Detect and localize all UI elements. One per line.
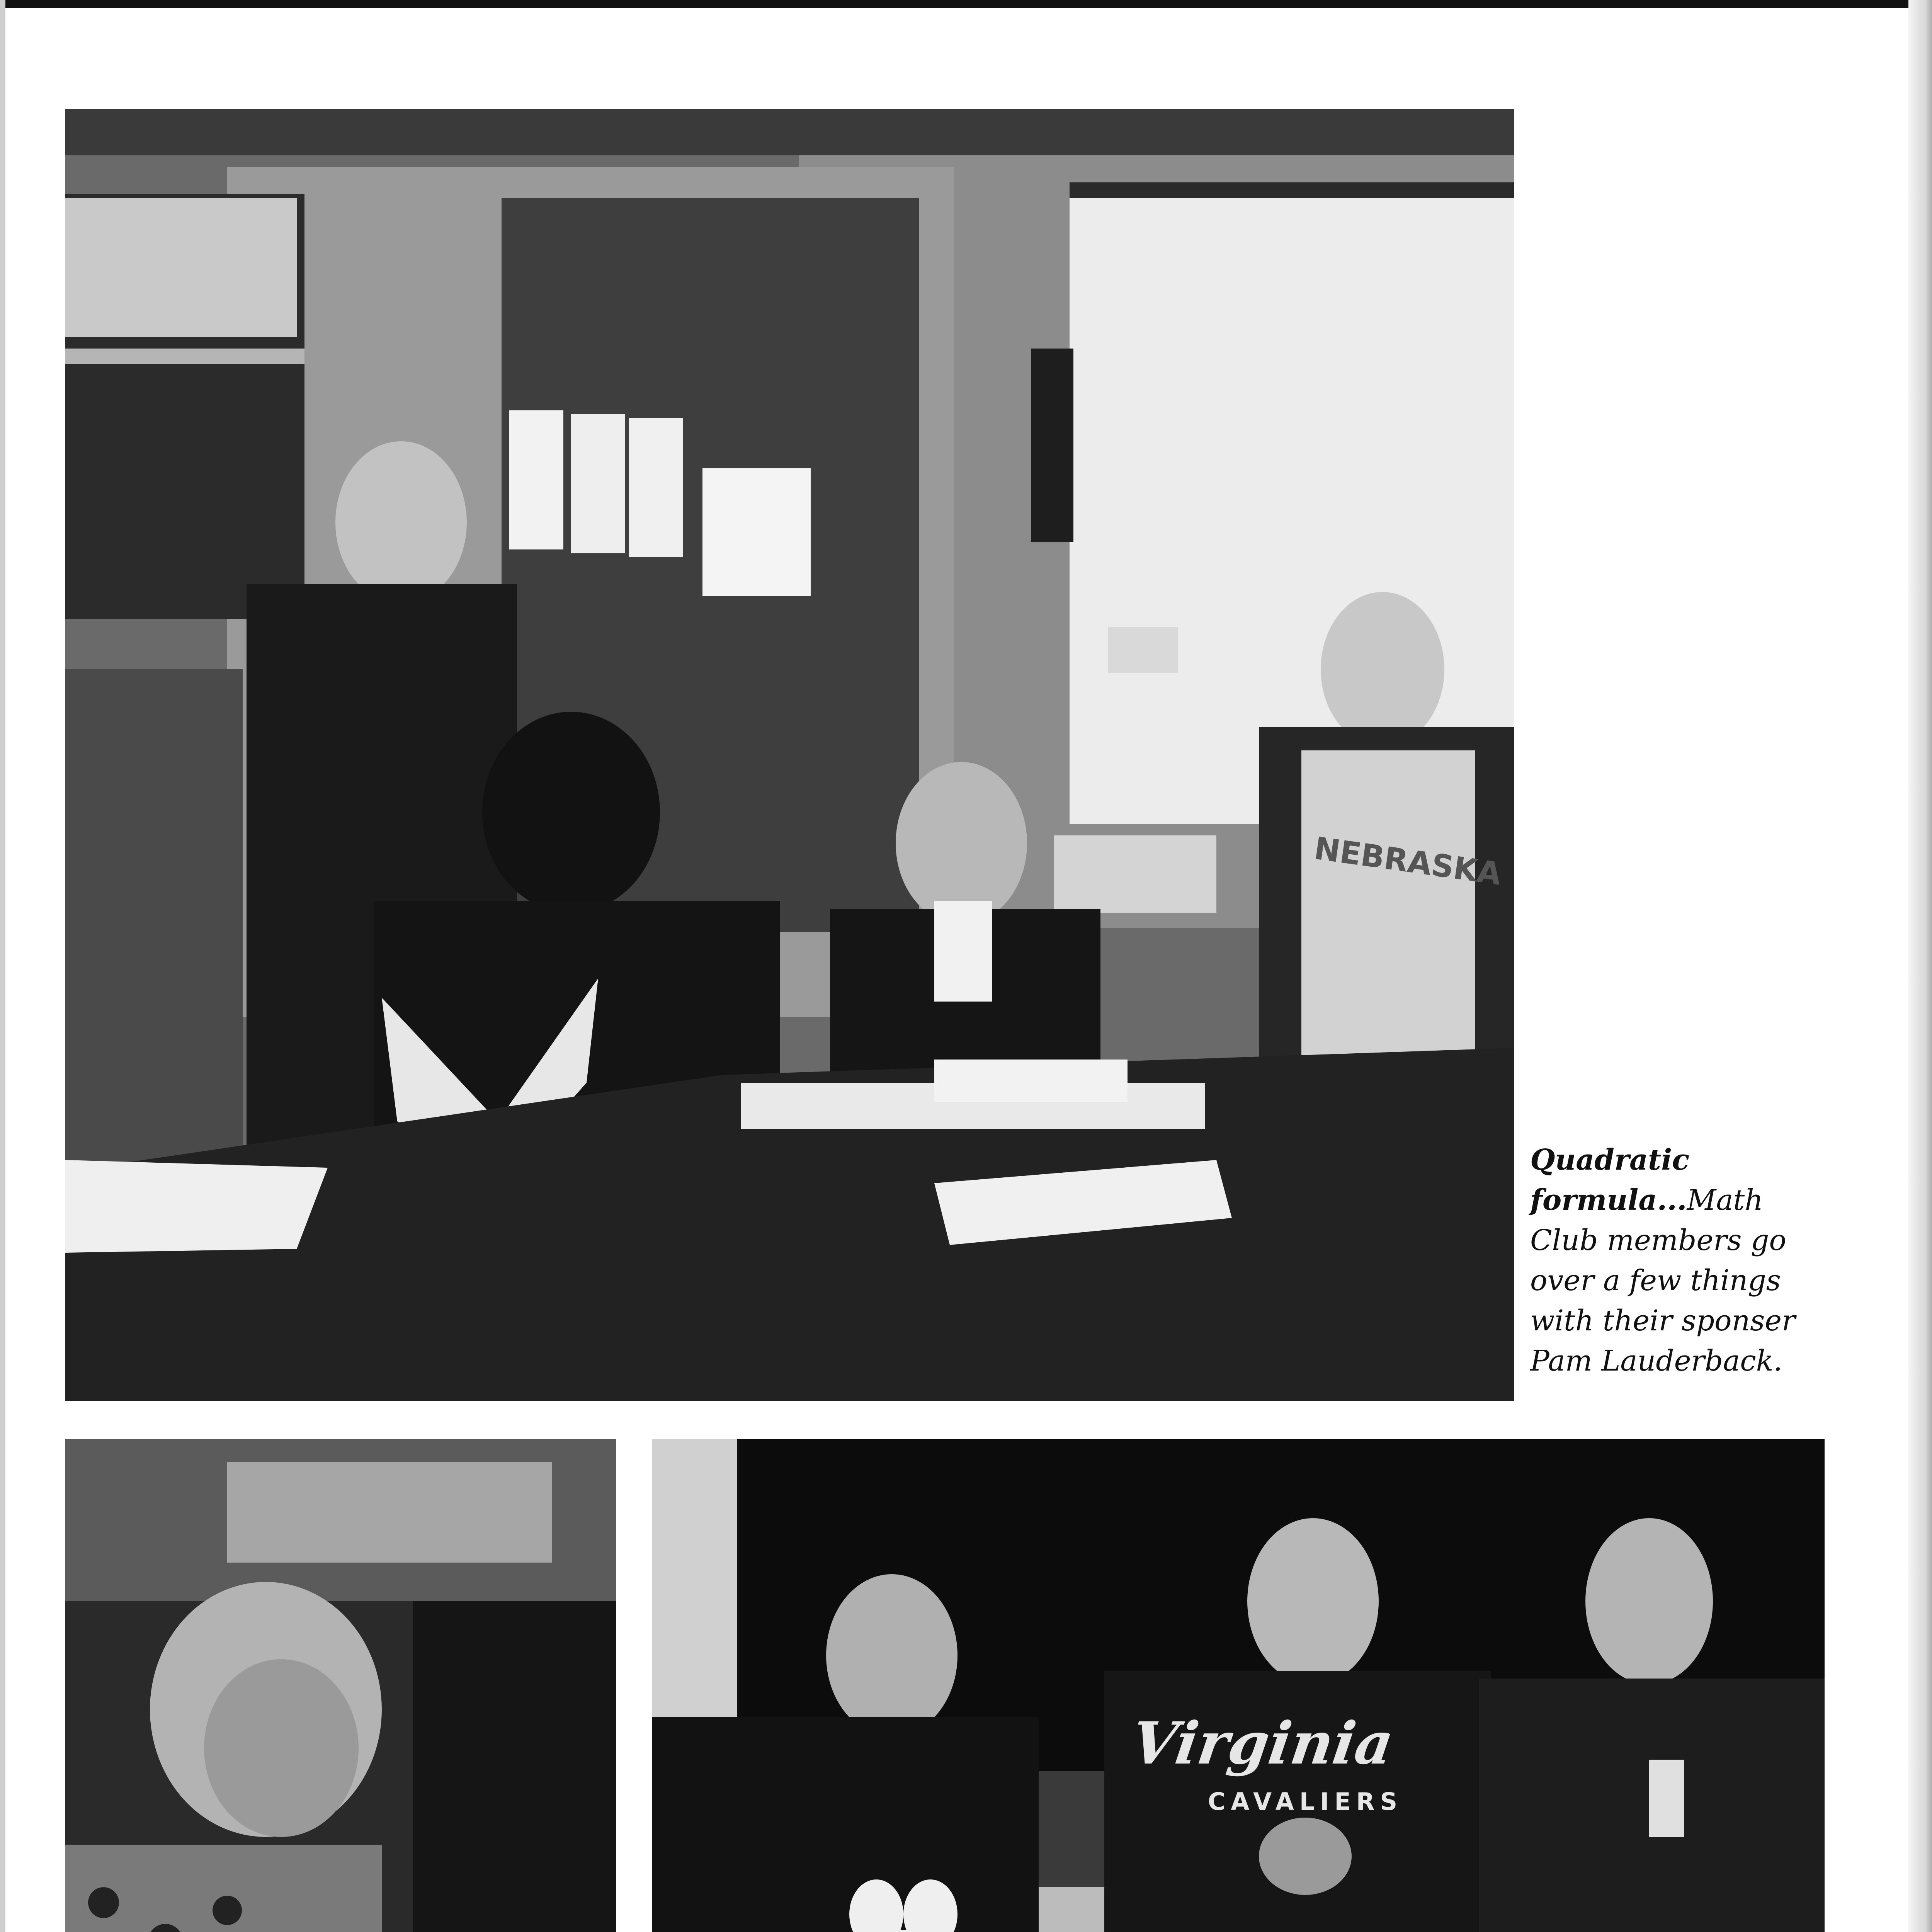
math-club-caption-text: Math Club members go over a few things with their sponser Pam Lauderback.	[1530, 1184, 1796, 1378]
science-club-photo-art	[652, 1439, 1825, 1932]
page-binding-edge	[1908, 0, 1932, 1932]
math-club-caption	[1530, 1140, 1801, 1381]
page-edge-left	[0, 0, 5, 1932]
nebraska-shirt-text: NEBRASKA	[1312, 830, 1504, 892]
journalism-room-photo-art	[65, 1439, 616, 1932]
math-club-caption-lead: Quadratic formula...	[1530, 1143, 1690, 1217]
journalism-room-photo	[65, 1439, 616, 1932]
page-edge-top	[0, 0, 1932, 8]
math-club-photo-art	[65, 109, 1514, 1401]
math-club-photo	[65, 109, 1514, 1401]
cavaliers-shirt-text: CAVALIERS	[1208, 1787, 1403, 1816]
virginia-shirt-text: Virginia	[1127, 1709, 1398, 1777]
science-club-photo	[652, 1439, 1825, 1932]
